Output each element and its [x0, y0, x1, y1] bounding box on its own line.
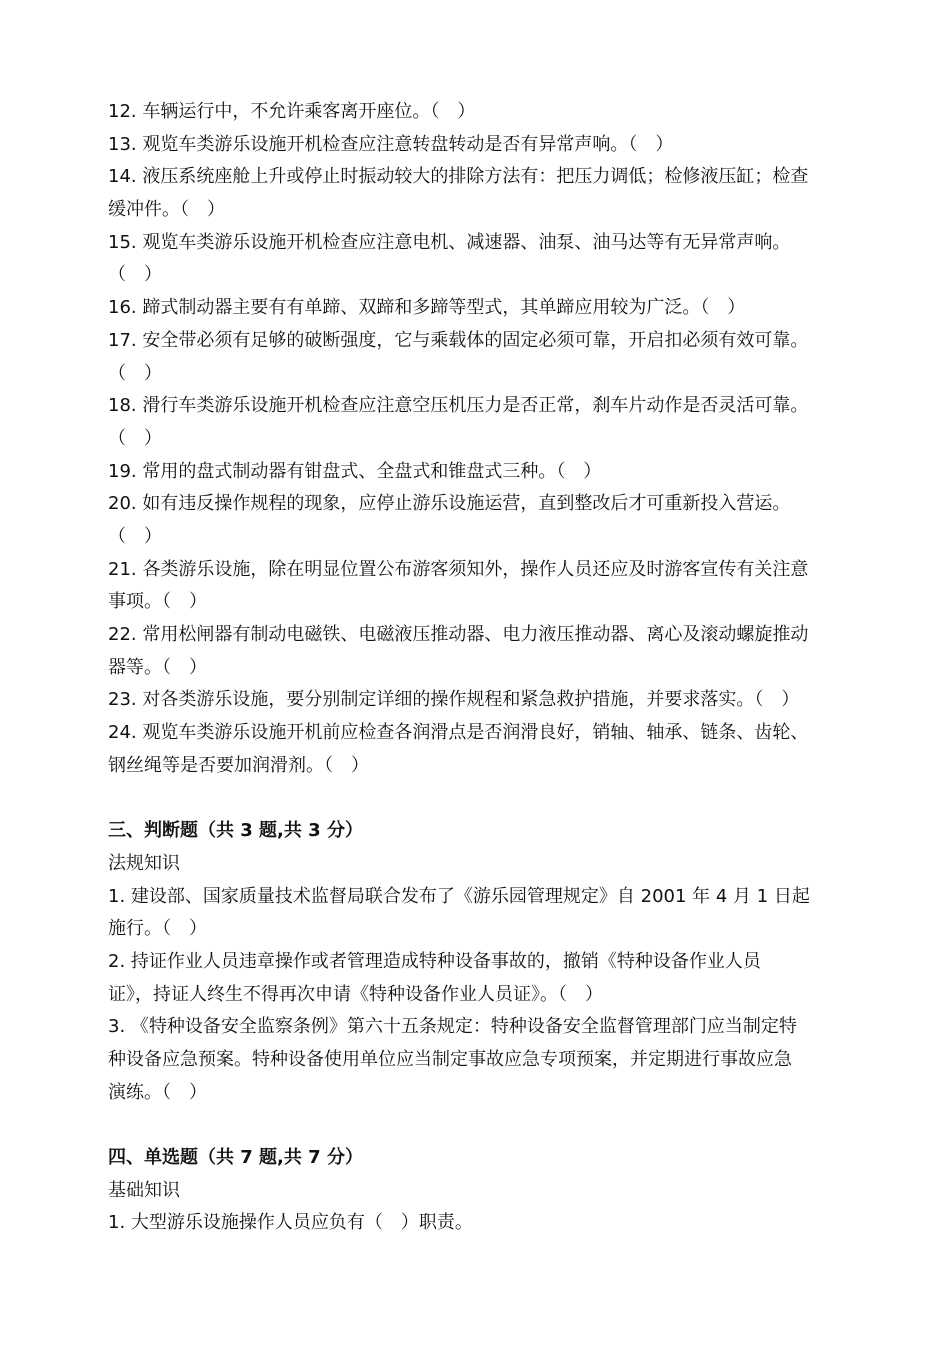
question-line: 事项。（ ）: [108, 591, 207, 613]
question-line: 20. 如有违反操作规程的现象，应停止游乐设施运营，直到整改后才可重新投入营运。: [108, 493, 791, 515]
section-spacer: [108, 1109, 860, 1142]
section-spacer: [108, 782, 860, 815]
question-line: 15. 观览车类游乐设施开机检查应注意电机、减速器、油泵、油马达等有无异常声响。: [108, 231, 791, 253]
question-line: 证》，持证人终生不得再次申请《特种设备作业人员证》。（ ）: [108, 983, 603, 1005]
section-subheading: 法规知识: [108, 852, 180, 874]
section-subheading: 基础知识: [108, 1179, 180, 1201]
single-choice-section: [108, 1142, 860, 1240]
question-line: 演练。（ ）: [108, 1081, 207, 1103]
section-heading: 三、判断题（共 3 题,共 3 分）: [108, 820, 363, 842]
question-line: 1. 建设部、国家质量技术监督局联合发布了《游乐园管理规定》自 2001 年 4 月 1 日起: [108, 885, 810, 907]
question-line: 1. 大型游乐设施操作人员应负有（ ）职责。: [108, 1212, 473, 1234]
true-false-questions-continued: [108, 96, 860, 782]
question-line: （ ）: [108, 264, 162, 286]
question-line: 22. 常用松闸器有制动电磁铁、电磁液压推动器、电力液压推动器、离心及滚动螺旋推动: [108, 624, 809, 645]
question-line: 2. 持证作业人员违章操作或者管理造成特种设备事故的，撤销《特种设备作业人员: [108, 950, 761, 972]
question-line: （ ）: [108, 427, 162, 449]
question-line: 钢丝绳等是否要加润滑剂。（ ）: [108, 754, 369, 776]
question-line: （ ）: [108, 362, 162, 384]
question-line: 19. 常用的盘式制动器有钳盘式、全盘式和锥盘式三种。（ ）: [108, 460, 602, 482]
question-line: 12. 车辆运行中，不允许乘客离开座位。（ ）: [108, 101, 476, 122]
question-line: 器等。（ ）: [108, 656, 207, 678]
question-line: 13. 观览车类游乐设施开机检查应注意转盘转动是否有异常声响。（ ）: [108, 133, 674, 155]
question-line: 16. 蹄式制动器主要有有单蹄、双蹄和多蹄等型式，其单蹄应用较为广泛。（ ）: [108, 297, 746, 319]
document-page: [108, 96, 860, 1240]
question-line: 施行。（ ）: [108, 918, 207, 940]
question-line: 17. 安全带必须有足够的破断强度，它与乘载体的固定必须可靠，开启扣必须有效可靠。: [108, 329, 809, 351]
section-heading: 四、单选题（共 7 题,共 7 分）: [108, 1147, 363, 1168]
question-line: 种设备应急预案。特种设备使用单位应当制定事故应急专项预案，并定期进行事故应急: [108, 1048, 792, 1070]
question-line: 24. 观览车类游乐设施开机前应检查各润滑点是否润滑良好，销轴、轴承、链条、齿轮、: [108, 722, 809, 744]
question-line: 18. 滑行车类游乐设施开机检查应注意空压机压力是否正常，刹车片动作是否灵活可靠。: [108, 395, 809, 417]
question-line: 3. 《特种设备安全监察条例》第六十五条规定：特种设备安全监督管理部门应当制定特: [108, 1016, 797, 1038]
question-line: 21. 各类游乐设施，除在明显位置公布游客须知外，操作人员还应及时游客宣传有关注意: [108, 558, 809, 580]
question-line: （ ）: [108, 525, 162, 547]
question-line: 23. 对各类游乐设施，要分别制定详细的操作规程和紧急救护措施，并要求落实。（ ）: [108, 689, 800, 711]
question-line: 14. 液压系统座舱上升或停止时振动较大的排除方法有：把压力调低；检修液压缸；检查: [108, 166, 809, 188]
question-line: 缓冲件。（ ）: [108, 199, 225, 221]
true-false-section: [108, 815, 860, 1109]
